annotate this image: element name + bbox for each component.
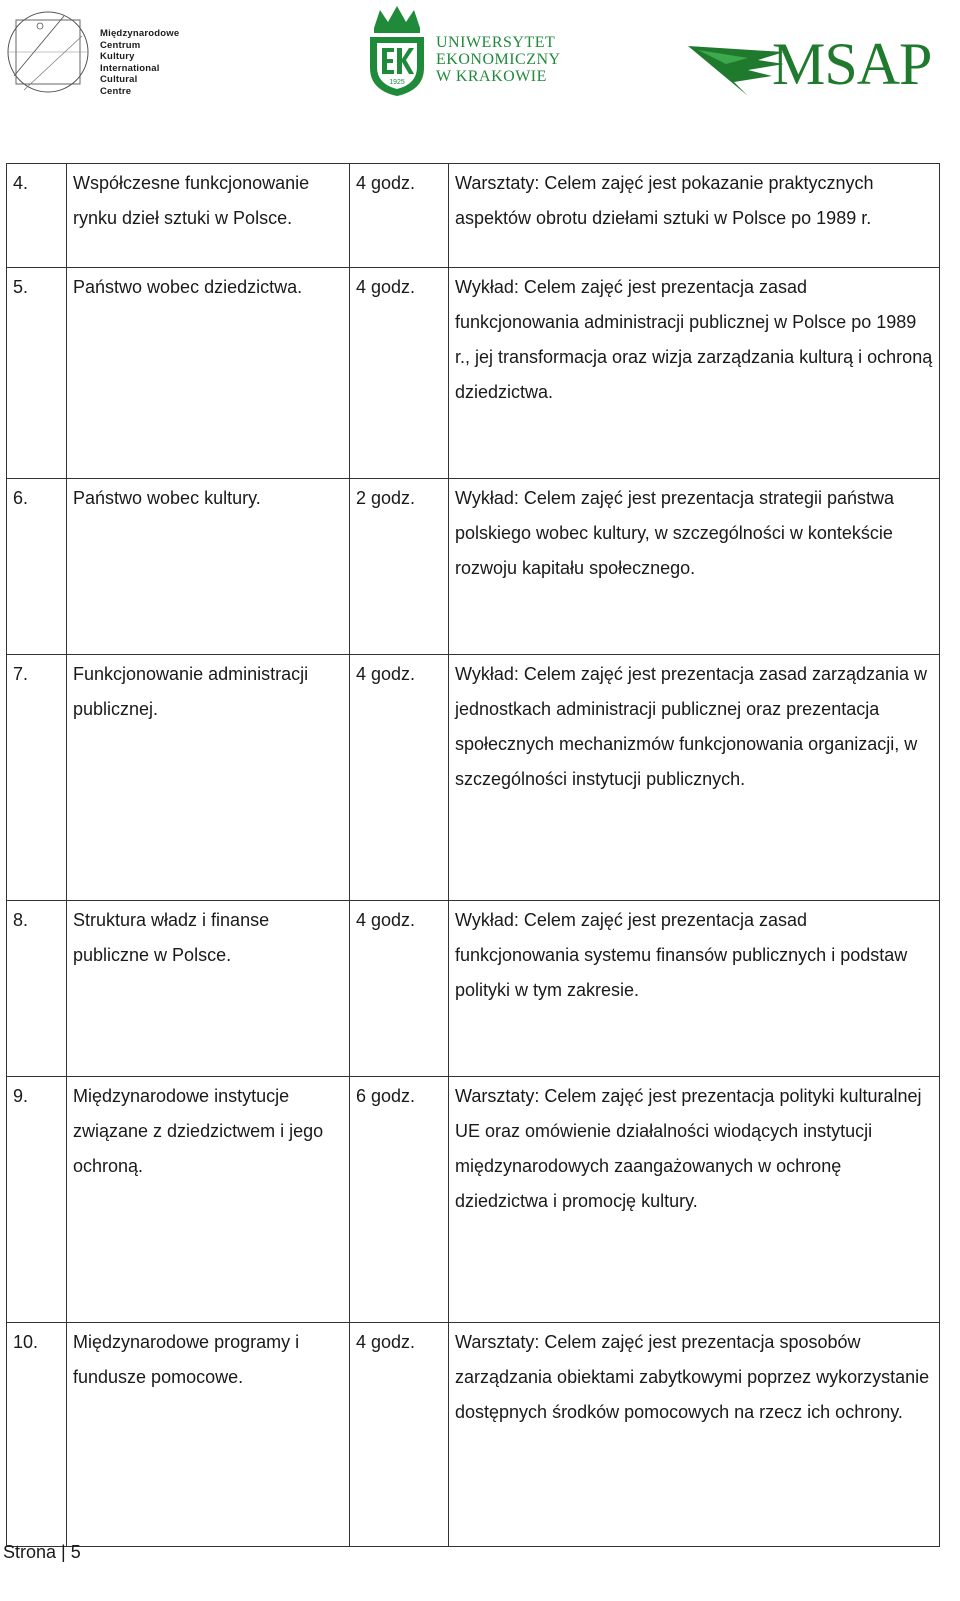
row-hours: 4 godz. bbox=[350, 655, 449, 901]
crown-shield-logo-icon bbox=[366, 4, 428, 100]
table-row bbox=[7, 1077, 940, 1323]
row-hours: 4 godz. bbox=[350, 268, 449, 479]
row-description: Wykład: Celem zajęć jest prezentacja zasad funkcjonowania administracji publicznej w Polsce po 1989 r., jej transformacja oraz wizja zarządzania kulturą i ochroną dziedzictwa. bbox=[449, 268, 940, 479]
row-number: 6. bbox=[7, 479, 67, 655]
row-topic: Międzynarodowe instytucje związane z dziedzictwem i jego ochroną. bbox=[67, 1077, 350, 1323]
vitruvian-circle-logo-icon bbox=[4, 6, 94, 96]
uek-logo bbox=[366, 4, 586, 100]
icc-logo bbox=[4, 6, 194, 96]
row-number: 7. bbox=[7, 655, 67, 901]
uek-logo-line: EKONOMICZNY bbox=[436, 51, 561, 68]
table-row bbox=[7, 268, 940, 479]
green-wing-logo-icon bbox=[688, 38, 784, 98]
table-row bbox=[7, 164, 940, 268]
table-row bbox=[7, 655, 940, 901]
msap-logo-text: MSAP bbox=[772, 31, 932, 97]
uek-logo-line: UNIWERSYTET bbox=[436, 34, 556, 51]
row-number: 10. bbox=[7, 1323, 67, 1547]
icc-logo-line: Centrum bbox=[100, 39, 141, 51]
icc-logo-line: Centre bbox=[100, 85, 132, 97]
row-topic: Struktura władz i finanse publiczne w Polsce. bbox=[67, 901, 350, 1077]
table-row bbox=[7, 901, 940, 1077]
row-topic: Funkcjonowanie administracji publicznej. bbox=[67, 655, 350, 901]
row-number: 5. bbox=[7, 268, 67, 479]
row-hours: 4 godz. bbox=[350, 1323, 449, 1547]
row-topic: Państwo wobec dziedzictwa. bbox=[67, 268, 350, 479]
page-header bbox=[0, 0, 960, 110]
row-description: Warsztaty: Celem zajęć jest pokazanie praktycznych aspektów obrotu dziełami sztuki w Polsce po 1989 r. bbox=[449, 164, 940, 268]
table-row bbox=[7, 479, 940, 655]
uek-badge-year: 1925 bbox=[389, 79, 405, 86]
row-hours: 6 godz. bbox=[350, 1077, 449, 1323]
uek-logo-line: W KRAKOWIE bbox=[436, 68, 547, 85]
row-topic: Współczesne funkcjonowanie rynku dzieł sztuki w Polsce. bbox=[67, 164, 350, 268]
course-program-table bbox=[6, 163, 940, 1547]
row-topic: Międzynarodowe programy i fundusze pomocowe. bbox=[67, 1323, 350, 1547]
row-hours: 4 godz. bbox=[350, 164, 449, 268]
msap-logo bbox=[688, 31, 938, 98]
row-description: Warsztaty: Celem zajęć jest prezentacja polityki kulturalnej UE oraz omówienie działalności wiodących instytucji międzynarodowych zaangażowanych w ochronę dziedzictwa i promocję kultury. bbox=[449, 1077, 940, 1323]
page-number: Strona | 5 bbox=[3, 1542, 81, 1562]
icc-logo-line: Kultury bbox=[100, 51, 135, 62]
row-description: Wykład: Celem zajęć jest prezentacja zasad funkcjonowania systemu finansów publicznych i podstaw polityki w tym zakresie. bbox=[449, 901, 940, 1077]
icc-logo-line: Międzynarodowe bbox=[100, 28, 180, 39]
row-description: Warsztaty: Celem zajęć jest prezentacja sposobów zarządzania obiektami zabytkowymi poprzez wykorzystanie dostępnych środków pomocowych na rzecz ich ochrony. bbox=[449, 1323, 940, 1547]
row-description: Wykład: Celem zajęć jest prezentacja zasad zarządzania w jednostkach administracji publicznej oraz prezentacja społecznych mechanizmów funkcjonowania organizacji, w szczególności instytucji publicznych. bbox=[449, 655, 940, 901]
row-number: 9. bbox=[7, 1077, 67, 1323]
row-hours: 2 godz. bbox=[350, 479, 449, 655]
table-row bbox=[7, 1323, 940, 1547]
row-topic: Państwo wobec kultury. bbox=[67, 479, 350, 655]
row-hours: 4 godz. bbox=[350, 901, 449, 1077]
row-description: Wykład: Celem zajęć jest prezentacja strategii państwa polskiego wobec kultury, w szczególności w kontekście rozwoju kapitału społecznego. bbox=[449, 479, 940, 655]
row-number: 4. bbox=[7, 164, 67, 268]
icc-logo-line: Cultural bbox=[100, 74, 138, 85]
icc-logo-line: International bbox=[100, 62, 160, 74]
row-number: 8. bbox=[7, 901, 67, 1077]
